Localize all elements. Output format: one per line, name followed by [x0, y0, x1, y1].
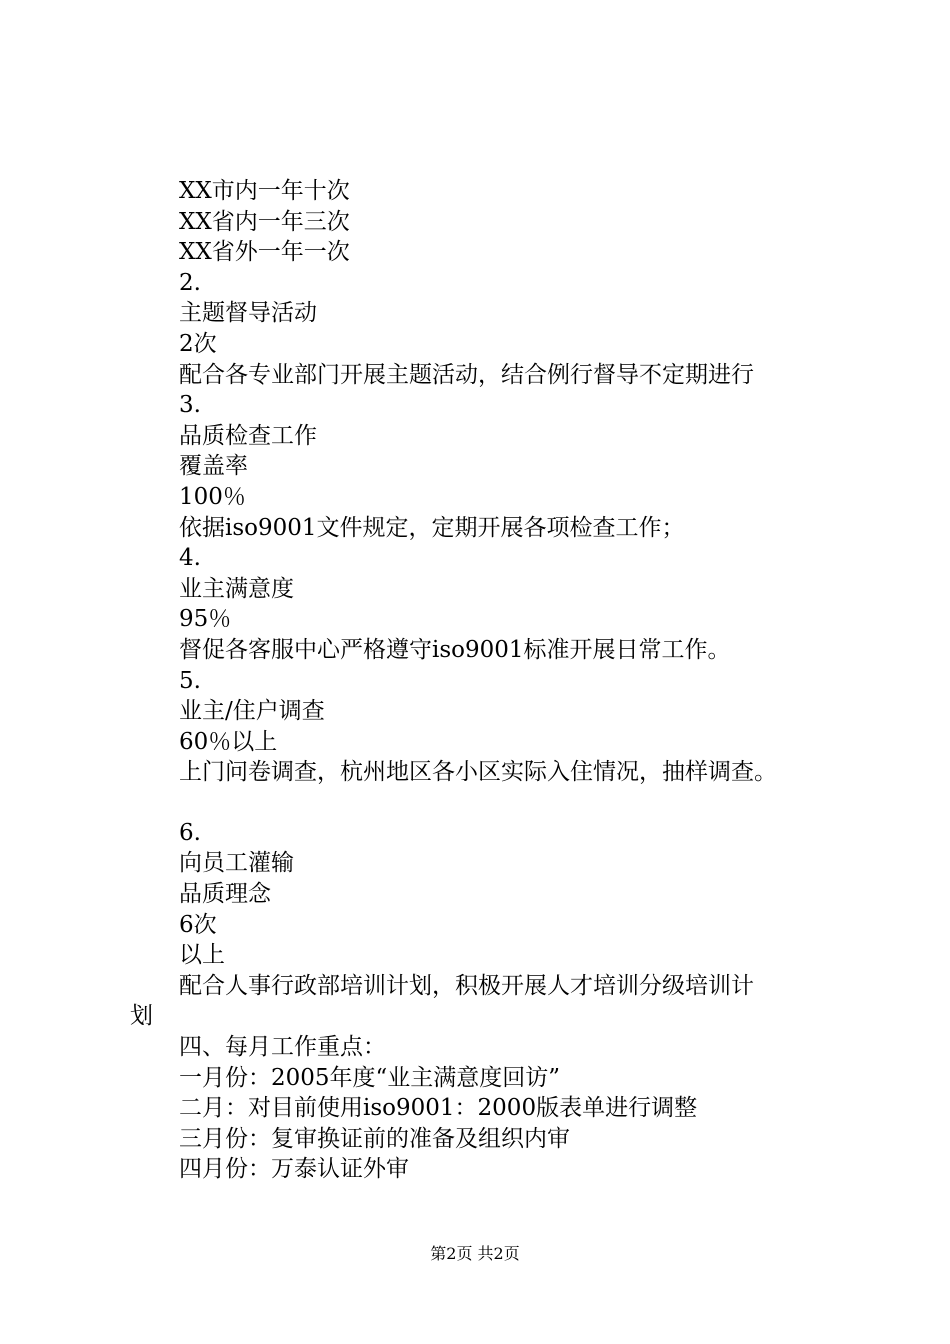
section-number: 6.	[179, 819, 201, 846]
text-line: 覆盖率	[179, 453, 248, 480]
text-line: 三月份：复审换证前的准备及组织内审	[179, 1125, 570, 1152]
text-line: 督促各客服中心严格遵守iso9001标准开展日常工作。	[179, 636, 731, 663]
text-line: 2次	[179, 330, 217, 357]
text-line: 四月份：万泰认证外审	[179, 1156, 409, 1183]
text-line: 二月：对目前使用iso9001：2000版表单进行调整	[179, 1095, 698, 1122]
section-number: 3.	[179, 392, 201, 419]
text-line: XX市内一年十次	[179, 178, 350, 204]
text-line: XX省外一年一次	[179, 239, 350, 266]
section-number: 2.	[179, 269, 201, 296]
text-line: 业主满意度	[179, 575, 294, 602]
section-heading: 四、每月工作重点：	[179, 1034, 386, 1061]
text-line: 6次	[179, 911, 217, 938]
text-line: 一月份：2005年度“业主满意度回访”	[179, 1064, 561, 1091]
text-line: 品质理念	[179, 881, 271, 908]
page-footer: 第2页 共2页	[430, 1244, 520, 1263]
text-line: 向员工灌输	[179, 850, 294, 877]
text-line: 主题督导活动	[179, 300, 317, 327]
text-line: 100％	[179, 483, 246, 510]
text-line: 60％以上	[179, 728, 278, 755]
text-line: 配合人事行政部培训计划，积极开展人才培训分级培训计	[179, 972, 754, 999]
document-body	[0, 176, 950, 1185]
text-line: 上门问卷调查，杭州地区各小区实际入住情况，抽样调查。	[179, 759, 777, 786]
text-line: 依据iso9001文件规定，定期开展各项检查工作；	[179, 514, 685, 541]
text-line: 业主/住户调查	[179, 698, 325, 725]
text-line: 品质检查工作	[179, 422, 317, 449]
text-line: 以上	[179, 942, 225, 969]
section-number: 5.	[179, 667, 201, 694]
section-number: 4.	[179, 545, 201, 572]
text-line: XX省内一年三次	[179, 208, 350, 235]
text-line-wrap: 划	[130, 1003, 153, 1030]
text-line: 95％	[179, 606, 232, 633]
text-line: 配合各专业部门开展主题活动，结合例行督导不定期进行	[179, 361, 754, 388]
